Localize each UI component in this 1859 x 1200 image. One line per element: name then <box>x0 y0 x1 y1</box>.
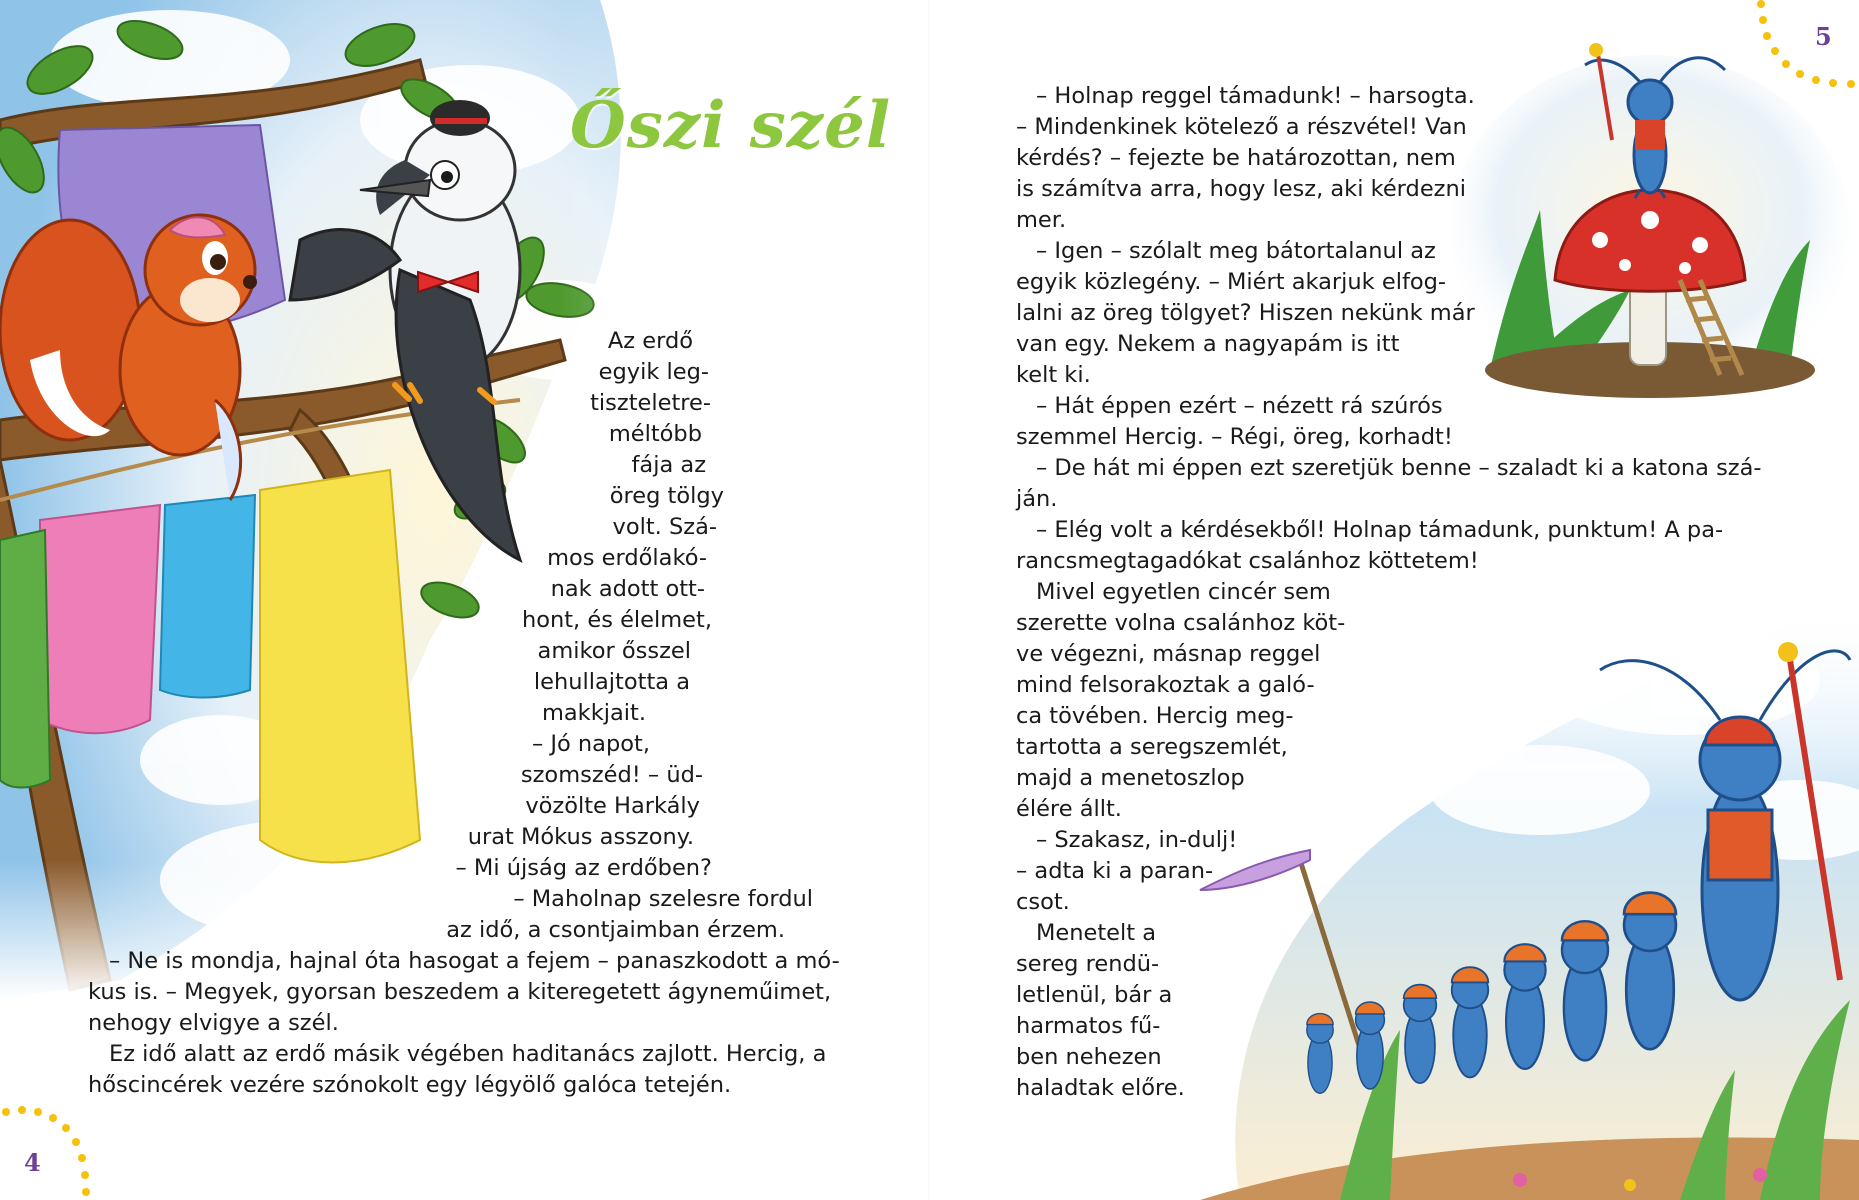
text-line: – De hát mi éppen ezt szeretjük benne – szaladt ki a katona szá- <box>1036 455 1762 481</box>
text-line: ben nehezen <box>1016 1044 1162 1070</box>
text-line: nak adott ott- <box>550 576 705 602</box>
text-line: – Maholnap szelesre fordul <box>513 886 813 912</box>
text-line: – Igen – szólalt meg bátortalanul az <box>1036 238 1436 264</box>
text-line: mind felsorakoztak a galó- <box>1016 672 1315 698</box>
text-line: lehullajtotta a <box>533 669 690 695</box>
text-line: lalni az öreg tölgyet? Hiszen nekünk már <box>1016 300 1475 326</box>
page-corner-dots <box>1755 0 1859 100</box>
text-line: élére állt. <box>1016 796 1122 822</box>
text-line: volt. Szá- <box>612 514 717 540</box>
text-line: – Jó napot, <box>531 731 650 757</box>
text-line: letlenül, bár a <box>1016 982 1173 1008</box>
text-line: makkjait. <box>541 700 646 726</box>
text-line: Menetelt a <box>1036 920 1157 946</box>
text-line: – Hát éppen ezért – nézett rá szúrós <box>1036 393 1443 419</box>
text-line: csot. <box>1016 889 1070 915</box>
text-line: – Elég volt a kérdésekből! Holnap támadunk, punktum! A pa- <box>1036 517 1724 543</box>
text-line: ján. <box>1016 486 1058 512</box>
text-line: méltóbb <box>608 421 702 447</box>
text-line: ve végezni, másnap reggel <box>1016 641 1321 667</box>
text-line: mos erdőlakó- <box>547 545 707 571</box>
text-line: vözölte Harkály <box>525 793 700 819</box>
text-line: urat Mókus asszony. <box>467 824 694 850</box>
text-line: – Holnap reggel támadunk! – harsogta. <box>1036 83 1475 109</box>
text-line: haladtak előre. <box>1016 1075 1185 1101</box>
text-line: tartotta a seregszemlét, <box>1016 734 1288 760</box>
text-line: tiszteletre- <box>590 390 711 416</box>
text-line: majd a menetoszlop <box>1016 765 1245 791</box>
right-page <box>930 0 1859 1200</box>
text-line: van egy. Nekem a nagyapám is itt <box>1016 331 1400 357</box>
text-line: is számítva arra, hogy lesz, aki kérdezni <box>1016 176 1466 202</box>
text-line: nehogy elvigye a szél. <box>88 1010 339 1036</box>
text-line: szerette volna csalánhoz köt- <box>1016 610 1346 636</box>
text-line: Az erdő <box>607 328 693 354</box>
page-number-left: 4 <box>24 1148 41 1177</box>
text-line: hőscincérek vezére szónokolt egy légyölő galóca tetején. <box>88 1072 732 1098</box>
text-line: Ez idő alatt az erdő másik végében haditanács zajlott. Hercig, a <box>109 1041 827 1067</box>
text-line: hont, és élelmet, <box>521 607 712 633</box>
text-line: – Mindenkinek kötelező a részvétel! Van <box>1016 114 1467 140</box>
text-line: szomszéd! – üd- <box>520 762 703 788</box>
text-line: rancsmegtagadókat csalánhoz köttetem! <box>1016 548 1479 574</box>
text-line: sereg rendü- <box>1016 951 1160 977</box>
text-line: egyik közlegény. – Miért akarjuk elfog- <box>1016 269 1447 295</box>
text-line: – Ne is mondja, hajnal óta hasogat a fejem – panaszkodott a mó- <box>109 948 840 974</box>
text-line: – adta ki a paran- <box>1016 858 1214 884</box>
page-number-right: 5 <box>1815 22 1832 51</box>
text-line: – Mi újság az erdőben? <box>455 855 712 881</box>
text-line: kelt ki. <box>1016 362 1091 388</box>
text-line: fája az <box>631 452 706 478</box>
story-title: Őszi szél <box>570 88 892 163</box>
text-line: ca tövében. Hercig meg- <box>1016 703 1294 729</box>
left-page <box>0 0 929 1200</box>
text-line: kérdés? – fejezte be határozottan, nem <box>1016 145 1456 171</box>
text-line: Mivel egyetlen cincér sem <box>1036 579 1331 605</box>
page-corner-dots <box>0 1100 110 1200</box>
text-line: egyik leg- <box>598 359 709 385</box>
text-line: az idő, a csontjaimban érzem. <box>446 917 785 943</box>
text-line: amikor ősszel <box>537 638 691 664</box>
text-line: szemmel Hercig. – Régi, öreg, korhadt! <box>1016 424 1453 450</box>
text-line: mer. <box>1016 207 1067 233</box>
text-line: – Szakasz, in-dulj! <box>1036 827 1238 853</box>
text-line: harmatos fű- <box>1016 1013 1161 1039</box>
text-line: öreg tölgy <box>609 483 724 509</box>
text-line: kus is. – Megyek, gyorsan beszedem a kiteregetett ágyneműimet, <box>88 979 832 1005</box>
